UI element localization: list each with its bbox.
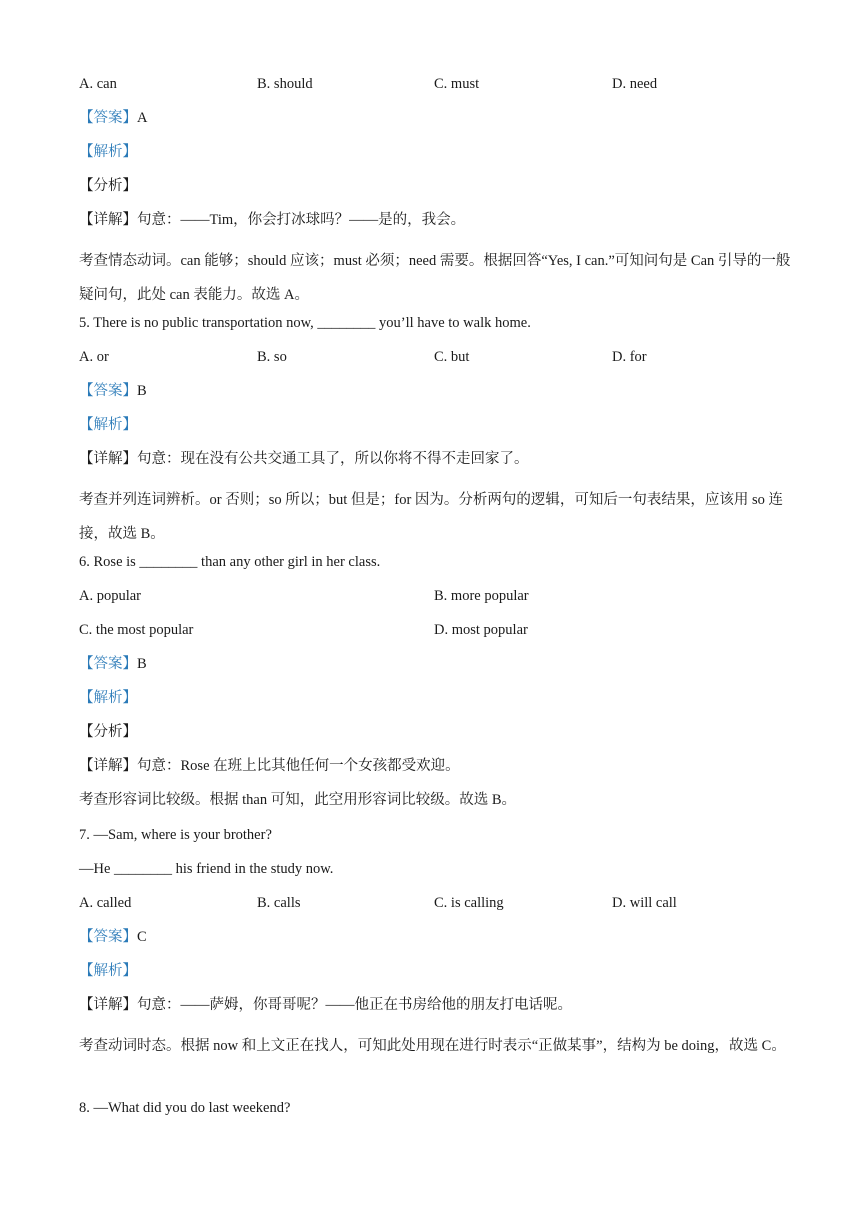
q6-detail-text: 句意：Rose 在班上比其他任何一个女孩都受欢迎。 [137,758,460,774]
q7-stem-1: 7. —Sam, where is your brother? [79,827,272,843]
q5-option-b: B. so [257,349,287,365]
q5-answer [79,381,147,401]
q6-stem: 6. Rose is ________ than any other girl in her class. [79,554,381,570]
q5-detail-text: 句意：现在没有公共交通工具了，所以你将不得不走回家了。 [137,451,529,467]
q6-fenxi-tag: 【分析】 [79,724,137,740]
detail-tag: 【详解】 [79,212,137,228]
q5-option-c: C. but [434,349,470,365]
q4-answer [79,108,147,128]
q6-option-a: A. popular [79,588,142,604]
q5-option-d: D. for [612,349,647,365]
detail-tag: 【详解】 [79,758,137,774]
q6-answer [79,654,147,674]
q7-answer [79,927,147,947]
q7-option-b: B. calls [257,895,301,911]
q5-answer-value: B [137,383,147,399]
q5-option-a: A. or [79,349,109,365]
q4-fenxi-tag: 【分析】 [79,178,137,194]
q6-analysis-tag: 【解析】 [79,690,137,706]
q6-option-c: C. the most popular [79,622,194,638]
q7-option-d: D. will call [612,895,677,911]
q4-option-a: A. can [79,76,117,92]
q7-answer-value: C [137,929,147,945]
detail-tag: 【详解】 [79,997,137,1013]
q7-detail-text: 句意：——萨姆，你哥哥呢？——他正在书房给他的朋友打电话呢。 [137,997,572,1013]
q7-analysis-tag: 【解析】 [79,963,137,979]
q5-detail [79,449,529,469]
q4-answer-value: A [137,110,148,126]
answer-tag: 【答案】 [79,383,137,399]
q5-explain: 考查并列连词辨析。or 否则；so 所以；but 但是；for 因为。分析两句的逻辑，可知后一句表结果，应该用 so 连接，故选 B。 [79,492,784,542]
q4-detail [79,210,465,230]
q4-option-d: D. need [612,76,658,92]
answer-tag: 【答案】 [79,110,137,126]
q7-detail [79,995,572,1015]
q6-detail [79,756,460,776]
q4-option-b: B. should [257,76,313,92]
q6-option-b: B. more popular [434,588,529,604]
detail-tag: 【详解】 [79,451,137,467]
q4-analysis-tag: 【解析】 [79,144,137,160]
q7-explain: 考查动词时态。根据 now 和上文正在找人，可知此处用现在进行时表示“正做某事”，结构为 be doing，故选 C。 [79,1038,786,1054]
q6-answer-value: B [137,656,147,672]
q4-explain: 考查情态动词。can 能够；should 应该；must 必须；need 需要。根据回答“Yes, I can.”可知问句是 Can 引导的一般疑问句，此处 can 表能力。故选 A。 [79,253,791,303]
q4-detail-text: 句意：——Tim，你会打冰球吗？——是的，我会。 [137,212,466,228]
answer-tag: 【答案】 [79,929,137,945]
q7-stem-2: —He ________ his friend in the study now. [79,861,334,877]
q6-explain: 考查形容词比较级。根据 than 可知，此空用形容词比较级。故选 B。 [79,792,517,808]
q4-option-c: C. must [434,76,480,92]
answer-tag: 【答案】 [79,656,137,672]
q5-analysis-tag: 【解析】 [79,417,137,433]
q7-option-a: A. called [79,895,132,911]
q7-option-c: C. is calling [434,895,504,911]
q6-option-d: D. most popular [434,622,528,638]
q8-stem: 8. —What did you do last weekend? [79,1100,291,1116]
q5-stem: 5. There is no public transportation now, ________ you’ll have to walk home. [79,315,531,331]
